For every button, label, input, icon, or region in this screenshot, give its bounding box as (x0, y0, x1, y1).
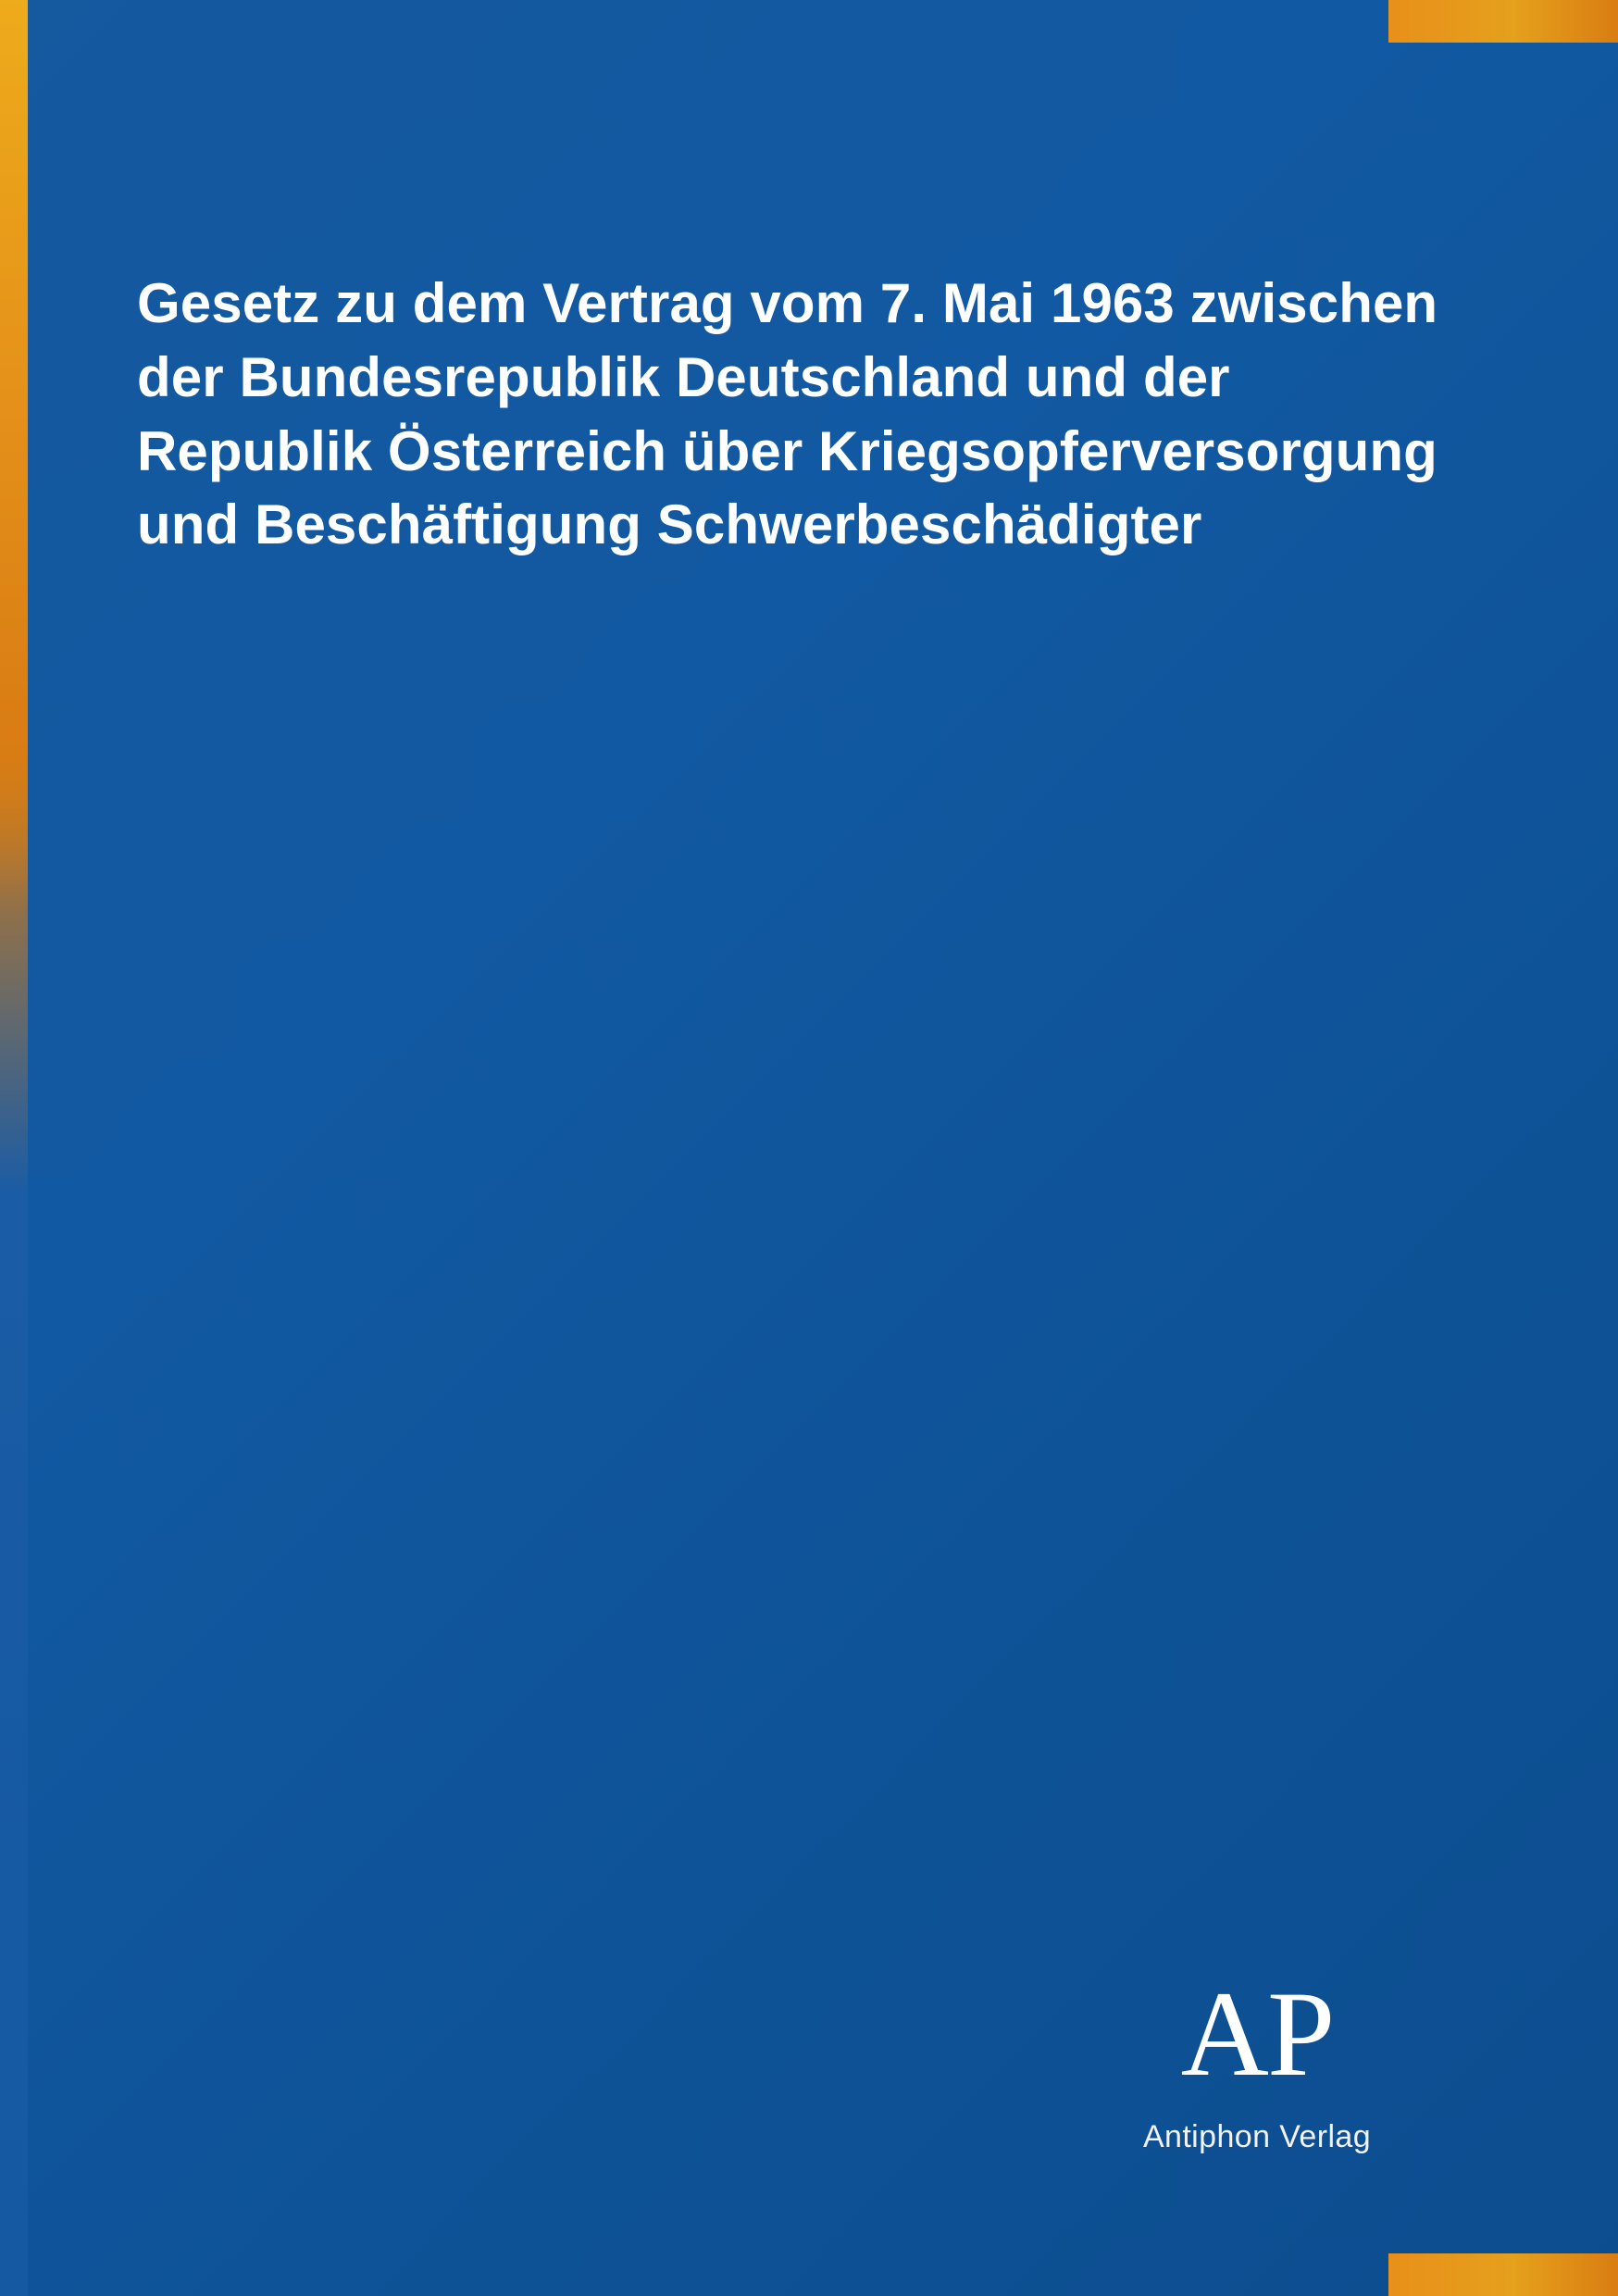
bottom-right-accent-block (1388, 2253, 1618, 2296)
publisher-logo-icon: AP (1180, 1965, 1334, 2102)
left-accent-stripe (0, 0, 28, 2296)
publisher-name: Antiphon Verlag (1142, 2119, 1372, 2154)
top-right-accent-block (1388, 0, 1618, 43)
publisher-block (1016, 1965, 1498, 2155)
page-title: Gesetz zu dem Vertrag vom 7. Mai 1963 zwischen der Bundesrepublik Deutschland und der Republik Österreich über Kriegsopferversorgung und Beschäftigung Schwerbeschädigter (137, 272, 1438, 556)
left-accent-stripe-gradient (0, 0, 28, 907)
